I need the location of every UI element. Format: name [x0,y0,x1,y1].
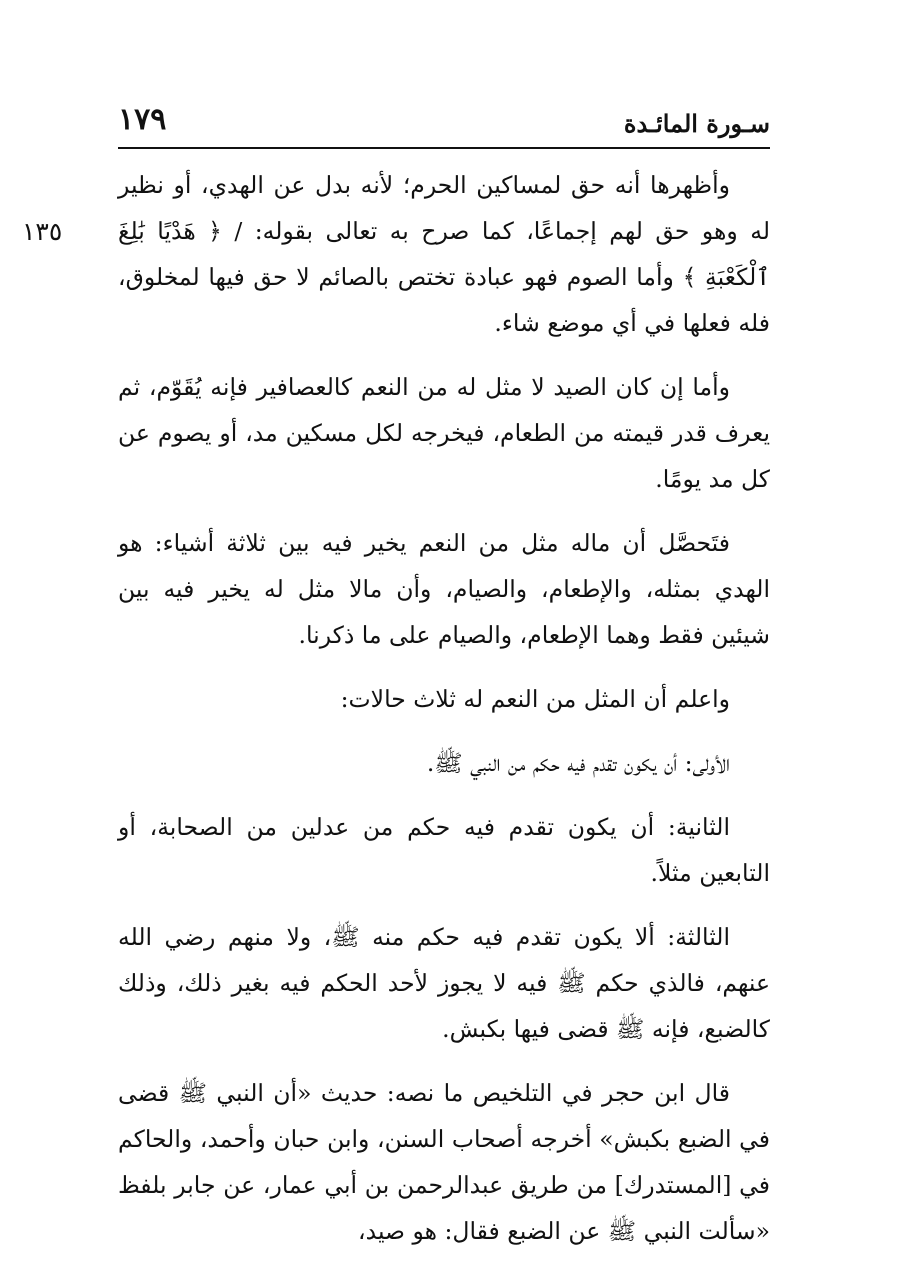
paragraph-8: قال ابن حجر في التلخيص ما نصه: حديث «أن النبي ﷺ قضى في الضبع بكبش» أخرجه أصحاب السنن، وابن حبان وأحمد، والحاكم في [المستدرك] من طريق عبدالرحمن بن أبي عمار، عن جابر بلفظ «سألت النبي ﷺ عن الضبع فقال: هو صيد، [118,1079,770,1245]
paragraph-4: واعلم أن المثل من النعم له ثلاث حالات: [340,685,730,713]
paragraph-6: الثانية: أن يكون تقدم فيه حكم من عدلين من الصحابة، أو التابعين مثلاً. [118,813,770,887]
header-rule [118,147,770,149]
paragraph-5: الأولى: أن يكون تقدم فيه حكم من النبي ﷺ. [426,749,730,777]
page-header [118,100,770,146]
margin-page-reference: ١٣٥ [22,217,63,246]
paragraph-1: وأظهرها أنه حق لمساكين الحرم؛ لأنه بدل عن الهدي، أو نظير له وهو حق لهم إجماعًا، كما صرح به تعالى بقوله: / ﴿ هَدْيًا بَٰلِغَ ٱلْكَعْبَةِ ﴾ وأما الصوم فهو عبادة تختص بالصائم لا حق فيها لمخلوق، فله فعلها في أي موضع شاء. [118,171,770,337]
paragraph-3: فتَحصَّل أن ماله مثل من النعم يخير فيه بين ثلاثة أشياء: هو الهدي بمثله، والإطعام، والصيام، وأن مالا مثل له يخير فيه بين شيئين فقط وهما الإطعام، والصيام على ما ذكرنا. [118,529,770,649]
page-number: ١٧٩ [118,102,167,137]
body-text [118,162,770,1272]
paragraph-2: وأما إن كان الصيد لا مثل له من النعم كالعصافير فإنه يُقَوّم، ثم يعرف قدر قيمته من الطعام، فيخرجه لكل مسكين مد، أو يصوم عن كل مد يومًا. [118,373,770,493]
paragraph-7: الثالثة: ألا يكون تقدم فيه حكم منه ﷺ، ولا منهم رضي الله عنهم، فالذي حكم ﷺ فيه لا يجوز لأحد الحكم فيه بغير ذلك، وذلك كالضبع، فإنه ﷺ قضى فيها بكبش. [118,923,770,1043]
running-title: سـورة المائـدة [623,109,770,138]
